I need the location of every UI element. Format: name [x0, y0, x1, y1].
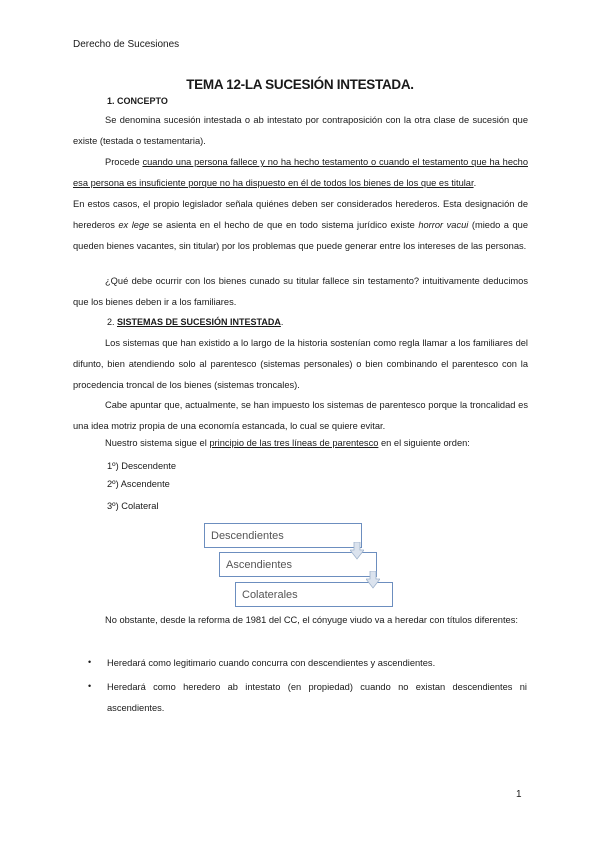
list-item: 3º) Colateral	[107, 501, 159, 511]
section-number: 2.	[107, 317, 115, 327]
page-number: 1	[516, 789, 522, 800]
section-heading-concepto: 1. CONCEPTO	[107, 96, 168, 106]
paragraph-historia: Los sistemas que han existido a lo largo de la historia sostenían como regla llamar a los familiares del difunto, bien atendiendo solo al parentesco (sistemas personales) o bien combinando el parentesco con la procedencia troncal de los bienes (sistemas troncales).	[73, 338, 528, 390]
text-run: en el siguiente orden:	[378, 438, 470, 448]
section-heading-sistemas	[107, 317, 283, 327]
page-title: TEMA 12-LA SUCESIÓN INTESTADA.	[186, 77, 414, 92]
bullet-item: Heredará como heredero ab intestato (en propiedad) cuando no existan descendientes ni ascendientes.	[107, 682, 527, 713]
paragraph-cabe-apuntar: Cabe apuntar que, actualmente, se han impuesto los sistemas de parentesco porque la troncalidad es una idea motriz propia de una economía estancada, lo cual se quiere evitar.	[73, 400, 528, 431]
paragraph-reforma: No obstante, desde la reforma de 1981 del CC, el cónyuge viudo va a heredar con títulos diferentes:	[105, 615, 518, 625]
diagram-arrow-icon	[366, 571, 380, 589]
italic-text: ex lege	[118, 220, 150, 230]
text-run: En estos casos, el propio legislador señala quiénes deben ser considerados herederos. Esta designación de herederos	[73, 199, 528, 230]
underlined-text: cuando una persona fallece y no ha hecho testamento o cuando el testamento que ha hecho esa persona es insuficiente porque no ha dispuesto en él de todos los bienes de los que es titular	[73, 157, 528, 188]
paragraph-question: ¿Qué debe ocurrir con los bienes cunado su titular fallece sin testamento? intuitivamente deducimos que los bienes deben ir a los familiares.	[73, 276, 528, 307]
diagram-box-descendientes: Descendientes	[204, 523, 362, 548]
diagram-arrow-icon	[350, 542, 364, 560]
paragraph-procede	[73, 152, 528, 194]
underlined-text: principio de las tres líneas de parentesco	[209, 438, 379, 448]
section-title: SISTEMAS DE SUCESIÓN INTESTADA	[117, 317, 281, 327]
list-item: 1º) Descendente	[107, 461, 177, 471]
italic-text: horror vacui	[418, 220, 469, 230]
bullet-icon: •	[88, 681, 92, 691]
bullet-item: Heredará como legitimario cuando concurra con descendientes y ascendientes.	[107, 658, 436, 668]
paragraph-nuestro-sistema	[73, 433, 528, 454]
paragraph-legislador	[73, 194, 528, 257]
section-dot: .	[280, 317, 284, 327]
running-header: Derecho de Sucesiones	[73, 39, 180, 50]
list-item: 2º) Ascendente	[107, 479, 170, 489]
diagram-box-colaterales: Colaterales	[235, 582, 393, 607]
text-run: (miedo a que queden bienes vacantes, sin titular) por los problemas que puede generar entre los intereses de las personas.	[73, 220, 529, 251]
text-run: .	[473, 178, 477, 188]
bullet-icon: •	[88, 657, 92, 667]
text-run: Nuestro sistema sigue el	[105, 438, 210, 448]
diagram-box-ascendientes: Ascendientes	[219, 552, 377, 577]
text-run: se asienta en el hecho de que en todo sistema jurídico existe	[149, 220, 419, 230]
paragraph-definition: Se denomina sucesión intestada o ab intestato por contraposición con la otra clase de sucesión que existe (testada o testamentaria).	[73, 115, 528, 146]
text-run: Procede	[105, 157, 143, 167]
